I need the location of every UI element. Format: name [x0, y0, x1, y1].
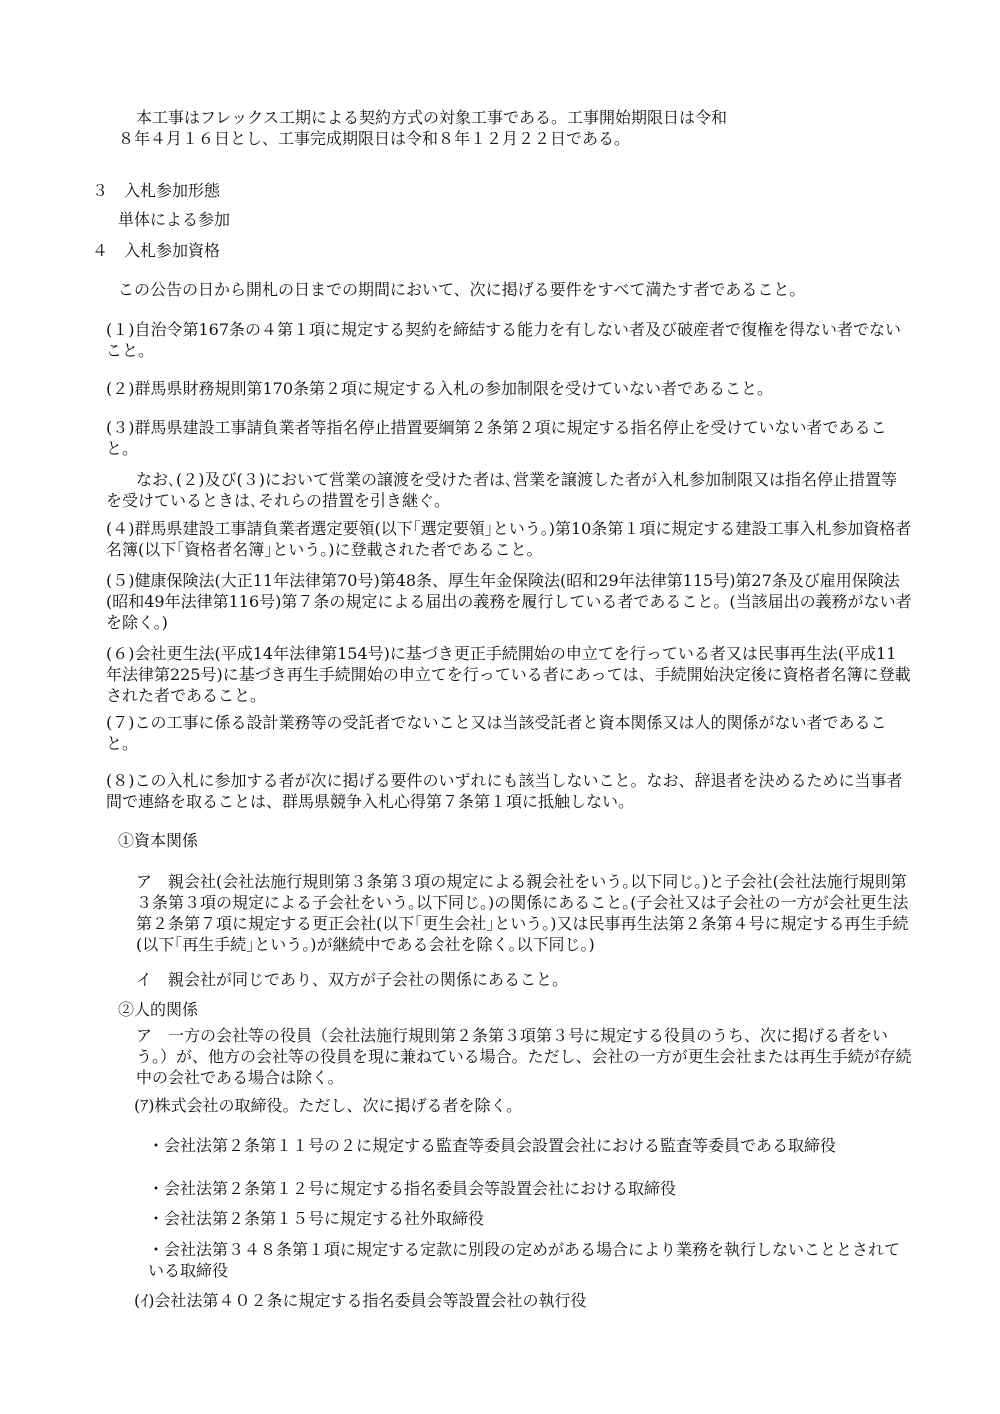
capital-relation-a: ア 親会社(会社法施行規則第３条第３項の規定による親会社をいう｡以下同じ｡)と子会社(会社法施行規則第３条第３項の規定による子会社をいう｡以下同じ｡)の関係にあること｡(子会社又は子会社の一方が会社更生法第２条第７項に規定する更正会社(以下｢更生会社｣という｡)又は民事再生法第２条第４号に規定する再生手続(以下｢再生手続｣という｡)が継続中である会社を除く｡以下同じ｡)	[136, 872, 909, 954]
personal-relation-sub-2: (ｲ)会社法第４０２条に規定する指名委員会等設置会社の執行役	[134, 1291, 587, 1310]
qualification-item-4: (４)群馬県建設工事請負業者選定要領(以下｢選定要領｣という｡)第10条第１項に規定する建設工事入札参加資格者名簿(以下｢資格者名簿｣という｡)に登載された者であること。	[106, 519, 912, 559]
excluded-director-4: ・会社法第３４８条第１項に規定する定款に別段の定めがある場合により業務を執行しないこととされている取締役	[148, 1240, 901, 1280]
excluded-director-3: ・会社法第２条第１５号に規定する社外取締役	[148, 1209, 485, 1228]
personal-relation-a: ア 一方の会社等の役員（会社法施行規則第２条第３項第３号に規定する役員のうち、次に掲げる者をいう。）が、他方の会社等の役員を現に兼ねている場合。ただし、会社の一方が更生会社または再生手続が存続中の会社である場合は除く。	[136, 1026, 912, 1087]
excluded-director-2: ・会社法第２条第１２号に規定する指名委員会等設置会社における取締役	[148, 1179, 677, 1198]
section-3-body: 単体による参加	[118, 210, 231, 229]
flex-schedule-line1: 本工事はフレックス工期による契約方式の対象工事である。工事開始期限日は令和	[136, 108, 728, 127]
section-3-heading: ３ 入札参加形態	[92, 181, 221, 200]
qualification-item-7: (７)この工事に係る設計業務等の受託者でないこと又は当該受託者と資本関係又は人的関係がない者であること。	[106, 713, 887, 753]
personal-relation-sub-1: (ｱ)株式会社の取締役。ただし、次に掲げる者を除く。	[134, 1096, 523, 1115]
qualification-note: なお､(２)及び(３)において営業の譲渡を受けた者は､営業を譲渡した者が入札参加制限又は指名停止措置等を受けているときは､それらの措置を引き継ぐ｡	[106, 470, 897, 510]
qualification-item-2: (２)群馬県財務規則第170条第２項に規定する入札の参加制限を受けていない者であること。	[106, 379, 774, 398]
qualification-item-5: (５)健康保険法(大正11年法律第70号)第48条、厚生年金保険法(昭和29年法律第115号)第27条及び雇用保険法(昭和49年法律第116号)第７条の規定による届出の義務を履行している者であること。(当該届出の義務がない者を除く。)	[106, 571, 912, 632]
qualification-item-1: (１)自治令第167条の４第１項に規定する契約を締結する能力を有しない者及び破産者で復権を得ない者でないこと。	[106, 320, 902, 360]
section-4-heading: ４ 入札参加資格	[92, 241, 221, 260]
qualification-item-6: (６)会社更生法(平成14年法律第154号)に基づき更正手続開始の申立てを行っている者又は民事再生法(平成11年法律第225号)に基づき再生手続開始の申立てを行っている者にあっては、手続開始決定後に資格者名簿に登載された者であること。	[106, 644, 911, 705]
qualification-item-8: (８)この入札に参加する者が次に掲げる要件のいずれにも該当しないこと。なお、辞退者を決めるために当事者間で連絡を取ることは、群馬県競争入札心得第７条第１項に抵触しない。	[106, 771, 903, 811]
section-4-intro: この公告の日から開札の日までの期間において、次に掲げる要件をすべて満たす者であること。	[118, 280, 806, 299]
personal-relation-heading: ②人的関係	[118, 1000, 199, 1019]
flex-schedule-line2: ８年４月１６日とし、工事完成期限日は令和８年１２月２２日である。	[118, 129, 631, 148]
capital-relation-i: イ 親会社が同じであり、双方が子会社の関係にあること。	[136, 970, 569, 989]
excluded-director-1: ・会社法第２条第１１号の２に規定する監査等委員会設置会社における監査等委員である取締役	[148, 1136, 837, 1155]
capital-relation-heading: ①資本関係	[118, 831, 199, 850]
qualification-item-3: (３)群馬県建設工事請負業者等指名停止措置要綱第２条第２項に規定する指名停止を受けていない者であること。	[106, 418, 887, 458]
